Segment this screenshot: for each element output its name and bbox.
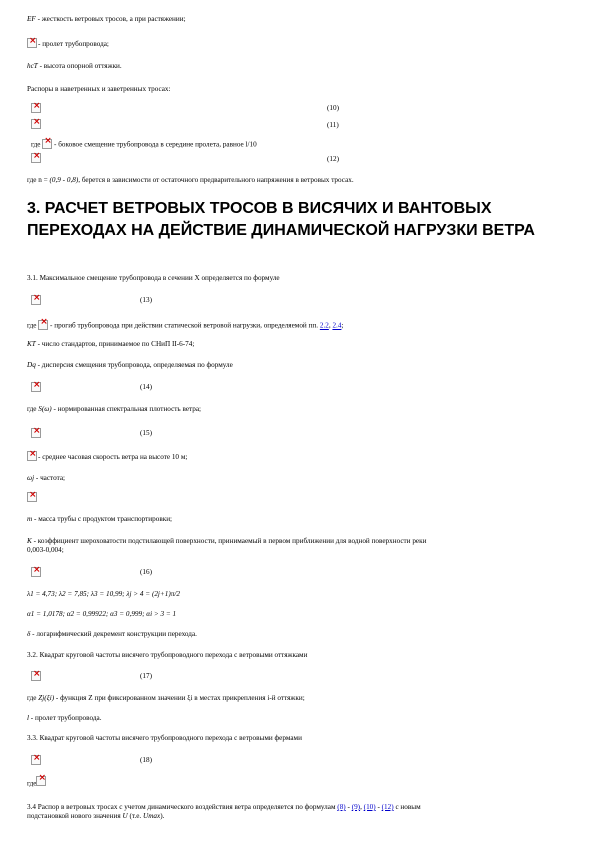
var-kt: KT (27, 340, 36, 348)
paragraph-k-cont: 0,003-0,004; (27, 546, 64, 554)
text-l: - пролет трубопровода. (29, 714, 102, 722)
section-heading: 3. РАСЧЕТ ВЕТРОВЫХ ТРОСОВ В ВИСЯЧИХ И ВАНТОВЫХ ПЕРЕХОДАХ НА ДЕЙСТВИЕ ДИНАМИЧЕСКОЙ НАГРУЗКИ ВЕТРА (27, 200, 535, 239)
text-mid: (т.е. (127, 812, 144, 820)
paragraph-hct (27, 62, 122, 71)
var-m: m (27, 515, 33, 523)
equation-number-13: (13) (140, 296, 152, 304)
text-sw: - нормированная спектральная плотность ветра; (51, 405, 202, 413)
paragraph-3-4 (27, 803, 421, 812)
var-sw: S(ω) (38, 405, 52, 413)
paragraph-v10: - среднее часовая скорость ветра на высоте 10 м; (38, 453, 188, 461)
value-n: (0,9 - 0,8) (49, 176, 79, 184)
var-umax: Umax (143, 812, 161, 820)
var-dq: Dq (27, 361, 36, 369)
paragraph-omega (27, 474, 65, 483)
var-zj: Zj(ξi) (38, 694, 55, 702)
equation-number-16: (16) (140, 568, 152, 576)
formula-image-icon (27, 38, 37, 48)
text-delta: - логарифмический декремент конструкции перехода. (30, 630, 197, 638)
paragraph-deflection (27, 321, 343, 331)
formula-image-icon (31, 671, 41, 681)
text-pre: где (27, 405, 39, 413)
paragraph-alpha: α1 = 1,0178; α2 = 0,99922; α3 = 0,999; αi > 3 = 1 (27, 610, 177, 618)
link-formula-9[interactable]: (9) (351, 803, 361, 811)
text-ef: - жесткость ветровых тросов, а при растяжении; (35, 15, 186, 23)
formula-image-icon (36, 776, 46, 786)
link-formula-10[interactable]: (10) (363, 803, 376, 811)
formula-image-icon (27, 492, 37, 502)
equation-number-15: (15) (140, 429, 152, 437)
text-gde: где (27, 779, 37, 788)
formula-image-icon (38, 320, 48, 330)
paragraph-l (27, 714, 102, 723)
formula-image-icon (31, 153, 41, 163)
text-end: с новым (393, 803, 421, 811)
paragraph-3-1: 3.1. Максимальное смещение трубопровода в сечении X определяется по формуле (27, 274, 280, 282)
text-zj: - функция Z при фиксированном значении ξi в местах прикрепления i-й оттяжки; (54, 694, 305, 702)
var-u: U (122, 812, 128, 820)
paragraph-k (27, 537, 426, 546)
formula-image-icon (31, 428, 41, 438)
paragraph-n (27, 176, 354, 185)
text-n-rest: , берется в зависимости от остаточного предварительного напряжения в ветровых тросах. (78, 176, 354, 184)
text-kt: - число стандартов, принимаемое по СНиП II-6-74; (35, 340, 195, 348)
equation-number-11: (11) (327, 121, 339, 129)
formula-image-icon (31, 119, 41, 129)
text-pre: где (31, 140, 41, 149)
text-pre: где (27, 694, 39, 702)
var-delta: δ (27, 630, 31, 638)
paragraph-3-3: 3.3. Квадрат круговой частоты висячего трубопроводного перехода с ветровыми фермами (27, 734, 302, 742)
link-formula-12[interactable]: (12) (381, 803, 394, 811)
paragraph-ef (27, 15, 186, 24)
link-section-2-2[interactable]: 2.2 (319, 321, 329, 330)
paragraph-3-2: 3.2. Квадрат круговой частоты висячего трубопроводного перехода с ветровыми оттяжками (27, 651, 308, 659)
paragraph-span: - пролет трубопровода; (38, 40, 109, 48)
paragraph-kt (27, 340, 194, 349)
paragraph-dq (27, 361, 233, 370)
formula-image-icon (31, 755, 41, 765)
equation-number-10: (10) (327, 104, 339, 112)
formula-image-icon (31, 295, 41, 305)
paragraph-sw (27, 405, 201, 414)
paragraph-gde (27, 779, 46, 789)
text-hct: - высота опорной оттяжки. (37, 62, 122, 70)
text-sep1: - (345, 803, 352, 811)
text-sep2: , (360, 803, 364, 811)
text-sep3: - (375, 803, 382, 811)
text-deflection: - прогиб трубопровода при действии статической ветровой нагрузки, определяемой пп. (48, 321, 320, 330)
link-section-2-4[interactable]: 2.4 (332, 321, 342, 330)
equation-number-14: (14) (140, 383, 152, 391)
formula-image-icon (31, 103, 41, 113)
text-n: где n = (27, 176, 50, 184)
equation-number-18: (18) (140, 756, 152, 764)
paragraph-zj (27, 694, 305, 703)
text-lateral: - боковое смещение трубопровода в середине пролета, равное l/10 (52, 140, 257, 149)
paragraph-lambda: λ1 = 4,73; λ2 = 7,85; λ3 = 10,99; λj > 4 = (2j+1)π/2 (27, 590, 180, 598)
text-sep: , (328, 321, 333, 330)
var-omega: ωj (27, 474, 35, 482)
paragraph-lateral (31, 140, 257, 150)
paragraph-delta (27, 630, 197, 639)
paragraph-3-4-cont (27, 812, 164, 821)
formula-image-icon (31, 567, 41, 577)
text-m: - масса трубы с продуктом транспортировки; (32, 515, 173, 523)
var-k: K (27, 537, 32, 545)
formula-image-icon (31, 382, 41, 392)
equation-number-12: (12) (327, 155, 339, 163)
text-3-4: 3.4 Распор в ветровых тросах с учетом динамического воздействия ветра определяется по формулам (27, 803, 338, 811)
var-hct: hcT (27, 62, 38, 70)
text-end: ). (160, 812, 165, 820)
var-ef: EF (27, 15, 36, 23)
link-formula-8[interactable]: (8) (337, 803, 346, 811)
text-k: - коэффициент шероховатости подстилающей поверхности, принимаемый в первом приближении для водной поверхности реки (31, 537, 427, 545)
formula-image-icon (42, 139, 52, 149)
formula-image-icon (27, 451, 37, 461)
text-end: ; (341, 321, 344, 330)
paragraph-spacer-intro: Распоры в наветренных и заветренных тросах: (27, 85, 171, 93)
var-l: l (27, 714, 29, 722)
text-omega: - частота; (34, 474, 66, 482)
paragraph-m (27, 515, 172, 524)
text-3-4b: подстановкой нового значения (27, 812, 123, 820)
text-pre: где (27, 321, 37, 330)
text-dq: - дисперсия смещения трубопровода, определяемая по формуле (35, 361, 233, 369)
equation-number-17: (17) (140, 672, 152, 680)
